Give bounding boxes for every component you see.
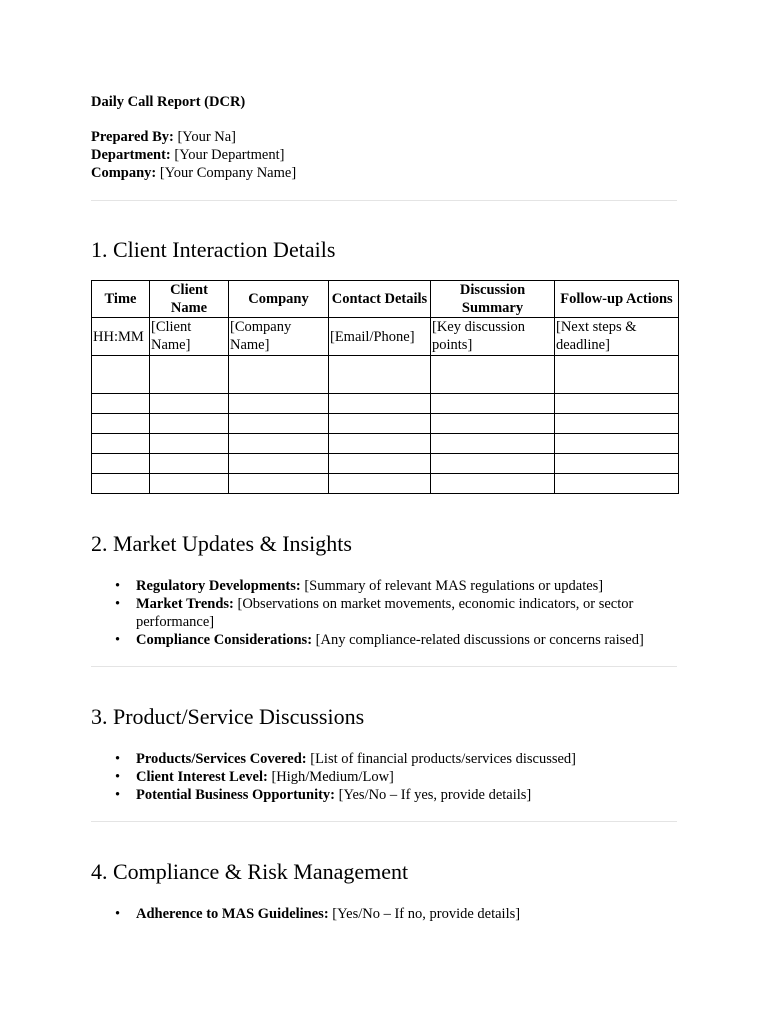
column-header-contact-details: Contact Details xyxy=(329,281,431,318)
section-heading-product-service: 3. Product/Service Discussions xyxy=(91,704,365,729)
company-value: [Your Company Name] xyxy=(159,165,297,181)
bullet-icon: • xyxy=(115,787,121,803)
department-value: [Your Department] xyxy=(174,147,285,163)
table-cell: [Next steps & deadline] xyxy=(555,318,679,356)
list-item xyxy=(115,750,677,768)
company-line xyxy=(91,164,677,182)
table-cell xyxy=(329,356,431,394)
bullet-icon: • xyxy=(115,769,121,785)
table-cell xyxy=(329,434,431,454)
table-cell xyxy=(431,434,555,454)
table-cell xyxy=(92,454,150,474)
list-item xyxy=(115,595,677,631)
table-cell xyxy=(92,394,150,414)
column-header-time: Time xyxy=(92,281,150,318)
bullet-icon: • xyxy=(115,578,121,594)
table-row xyxy=(92,394,679,414)
table-cell xyxy=(431,356,555,394)
table-cell xyxy=(92,434,150,454)
item-label: Regulatory Developments: xyxy=(136,578,301,594)
table-cell xyxy=(431,394,555,414)
list-item xyxy=(115,577,677,595)
table-cell: [Key discussion points] xyxy=(431,318,555,356)
bullet-icon: • xyxy=(115,906,121,922)
item-label: Adherence to MAS Guidelines: xyxy=(136,906,329,922)
item-text: [List of financial products/services discussed] xyxy=(310,751,576,767)
divider xyxy=(91,666,677,667)
table-cell: [Client Name] xyxy=(150,318,229,356)
bullet-icon: • xyxy=(115,632,121,648)
item-text: [Any compliance-related discussions or concerns raised] xyxy=(315,632,644,648)
table-cell xyxy=(92,414,150,434)
bullet-icon: • xyxy=(115,596,121,612)
table-cell xyxy=(150,356,229,394)
table-cell: HH:MM xyxy=(92,318,150,356)
table-cell xyxy=(329,394,431,414)
table-cell xyxy=(150,414,229,434)
table-cell xyxy=(150,394,229,414)
table-cell xyxy=(229,454,329,474)
report-meta xyxy=(91,128,677,182)
table-cell: [Email/Phone] xyxy=(329,318,431,356)
document-body xyxy=(91,93,677,923)
table-cell xyxy=(150,474,229,494)
table-cell xyxy=(150,454,229,474)
company-label: Company: xyxy=(91,165,157,181)
table-cell xyxy=(229,394,329,414)
list-item xyxy=(115,905,677,923)
table-cell xyxy=(431,454,555,474)
column-header-follow-up-actions: Follow-up Actions xyxy=(555,281,679,318)
table-cell xyxy=(150,434,229,454)
divider xyxy=(91,200,677,201)
column-header-discussion-summary: Discussion Summary xyxy=(431,281,555,318)
table-cell xyxy=(431,414,555,434)
item-label: Client Interest Level: xyxy=(136,769,268,785)
section-heading-market-updates: 2. Market Updates & Insights xyxy=(91,531,352,556)
table-row xyxy=(92,318,679,356)
document-title: Daily Call Report (DCR) xyxy=(91,94,246,110)
table-cell xyxy=(555,454,679,474)
table-header-row xyxy=(92,281,679,318)
list-item xyxy=(115,631,677,649)
item-text: [Observations on market movements, economic indicators, or sector performance] xyxy=(136,596,634,630)
client-interaction-table xyxy=(91,280,679,494)
prepared-by-line xyxy=(91,128,677,146)
table-cell xyxy=(92,356,150,394)
table-cell xyxy=(92,474,150,494)
compliance-list xyxy=(91,905,677,923)
list-item xyxy=(115,768,677,786)
table-cell xyxy=(329,474,431,494)
prepared-by-label: Prepared By: xyxy=(91,129,174,145)
table-cell xyxy=(555,434,679,454)
item-label: Products/Services Covered: xyxy=(136,751,307,767)
product-service-list xyxy=(91,750,677,804)
table-cell xyxy=(229,434,329,454)
table-row xyxy=(92,434,679,454)
item-label: Market Trends: xyxy=(136,596,234,612)
table-cell xyxy=(329,454,431,474)
table-row xyxy=(92,356,679,394)
department-line xyxy=(91,146,677,164)
table-cell xyxy=(555,474,679,494)
table-cell xyxy=(229,474,329,494)
table-cell xyxy=(229,356,329,394)
section-heading-compliance: 4. Compliance & Risk Management xyxy=(91,859,409,884)
bullet-icon: • xyxy=(115,751,121,767)
table-cell xyxy=(329,414,431,434)
section-heading-client-interaction: 1. Client Interaction Details xyxy=(91,237,336,262)
table-cell xyxy=(555,356,679,394)
divider xyxy=(91,821,677,822)
market-updates-list xyxy=(91,577,677,649)
item-label: Potential Business Opportunity: xyxy=(136,787,335,803)
item-label: Compliance Considerations: xyxy=(136,632,313,648)
table-cell xyxy=(555,394,679,414)
table-cell xyxy=(229,414,329,434)
table-cell xyxy=(431,474,555,494)
table-cell: [Company Name] xyxy=(229,318,329,356)
table-cell xyxy=(555,414,679,434)
item-text: [High/Medium/Low] xyxy=(271,769,394,785)
item-text: [Summary of relevant MAS regulations or updates] xyxy=(304,578,604,594)
column-header-client-name: Client Name xyxy=(150,281,229,318)
prepared-by-value: [Your Na] xyxy=(177,129,237,145)
item-text: [Yes/No – If no, provide details] xyxy=(332,906,521,922)
table-row xyxy=(92,474,679,494)
department-label: Department: xyxy=(91,147,171,163)
item-text: [Yes/No – If yes, provide details] xyxy=(338,787,532,803)
table-row xyxy=(92,454,679,474)
column-header-company: Company xyxy=(229,281,329,318)
list-item xyxy=(115,786,677,804)
table-row xyxy=(92,414,679,434)
